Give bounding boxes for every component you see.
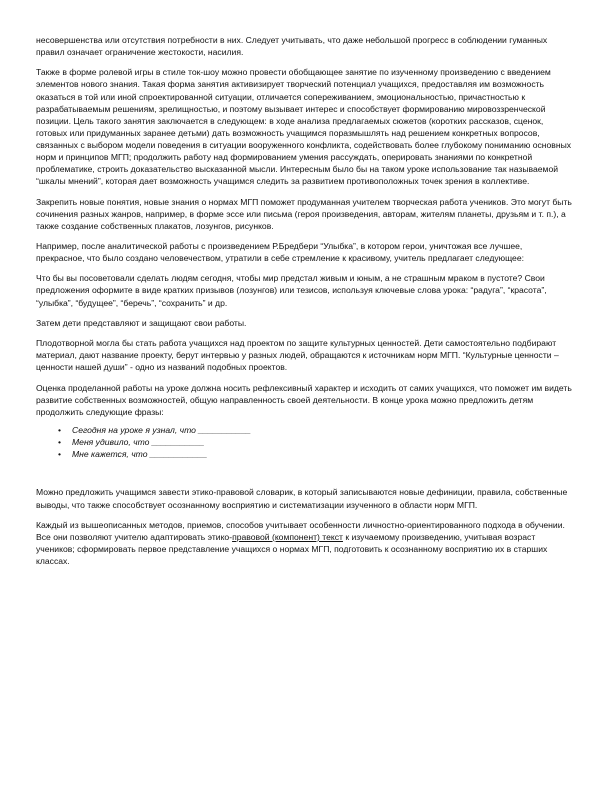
- bullet-icon: •: [58, 449, 62, 460]
- paragraph-5: Что бы вы посоветовали сделать людям сегодня, чтобы мир предстал живым и юным, а не страшным мраком в пустоте? Свои предложения оформите в виде кратких призывов (лозунгов) или тезисов, используя ключевые слова урока: “радуга”, “красота”, “улыбка”, “будущее”, “беречь”, “сохранить” и др.: [36, 273, 547, 308]
- paragraph-9: Можно предложить учащимся завести этико-правовой словарик, в который записываются новые дефиниции, правила, собственные выводы, что также способствует осознанному восприятию и систематизации изученного в области норм МГП.: [36, 487, 568, 510]
- bullet-icon: •: [58, 424, 62, 435]
- paragraph-3: Закрепить новые понятия, новые знания о нормах МГП поможет продуманная учителем творческая работа учеников. Это могут быть сочинения разных жанров, например, в форме эссе или письма (героя произведения, авторам, жителям планеты, друзьям и т. п.), а также создание собственных плакатов, лозунгов, рисунков.: [36, 196, 572, 231]
- paragraph-1: несовершенства или отсутствия потребности в них. Следует учитывать, что даже небольшой прогресс в соблюдении гуманных правил означает ограничение жестокости, насилия.: [36, 35, 548, 58]
- list-item-text: Сегодня на уроке я узнал, что ___________: [72, 424, 251, 435]
- paragraph-10-start: Каждый из вышеописанных методов, приемов, способов учитывает особенности личностно-ориентированного подхода в обучении. Все они позволяют учителю адаптировать этико-: [36, 519, 565, 542]
- list-item: [58, 424, 572, 436]
- paragraph-6: Затем дети представляют и защищают свои работы.: [36, 317, 247, 328]
- paragraph-7: Плодотворной могла бы стать работа учащихся над проектом по защите культурных ценностей. Дети самостоятельно подбирают материал, дают название проекту, берут интервью у разных людей, обращаются к источникам норм МГП. “Культурные ценности – ценности нашей души” - одно из названий подобных проектов.: [36, 338, 559, 373]
- paragraph-10-end: к изучаемому произведению, учитывая возраст учеников; сформировать первое представление учащихся о нормах МГП, подготовить к осознанному восприятию их в старших классах.: [36, 531, 548, 567]
- list-item: [58, 448, 572, 460]
- phrase-list: [36, 424, 572, 461]
- list-item: [58, 436, 572, 448]
- bullet-icon: •: [58, 437, 62, 448]
- paragraph-8: Оценка проделанной работы на уроке должна носить рефлексивный характер и исходить от самих учащихся, что поможет им видеть развитие собственных возможностей, общую направленность своей деятельности. В конце урока можно предложить детям продолжить следующие фразы:: [36, 382, 572, 417]
- paragraph-2: Также в форме ролевой игры в стиле ток-шоу можно провести обобщающее занятие по изученному произведению с введением элементов нового знания. Такая форма занятия активизирует творческий потенциал учащихся, предоставляя им возможность оказаться в той или иной спроектированной ситуации, отличается сопереживанием, эмоциональностью, причастностью к разрабатываемым решениям, зрелищностью, и поэтому вызывает интерес и способствует формированию мировоззренческой позиции. Цель такого занятия заключается в следующем: в ходе анализа предлагаемых сюжетов (коротких рассказов, сценок, готовых или придуманных заранее детьми) дать возможность учащимся поразмышлять над решением конкретных вопросов, связанных с выбором модели поведения в ситуации вооруженного конфликта, содействовать более глубокому пониманию основных норм и принципов МГП; продолжить работу над формированием умения рассуждать, оперировать знаниями по конкретной проблематике, строить доказательство высказанной мысли. Интересным было бы на таком уроке использование так называемой “шкалы мнений”, которая дает возможность учащимся следить за развитием противоположных точек зрения в коллективе.: [36, 67, 572, 187]
- list-item-text: Меня удивило, что ___________: [72, 437, 205, 448]
- paragraph-4: Например, после аналитической работы с произведением Р.Бредбери “Улыбка”, в котором герои, уничтожая все лучшее, прекрасное, что было создано человечеством, утратили в себе стремление к красивому, учитель предлагает следующее:: [36, 240, 524, 264]
- list-item-text: Мне кажется, что ____________: [72, 449, 208, 460]
- text-link[interactable]: правовой (компонент) текст: [232, 531, 343, 542]
- paragraph-10: [36, 519, 572, 567]
- document-body: [36, 34, 572, 575]
